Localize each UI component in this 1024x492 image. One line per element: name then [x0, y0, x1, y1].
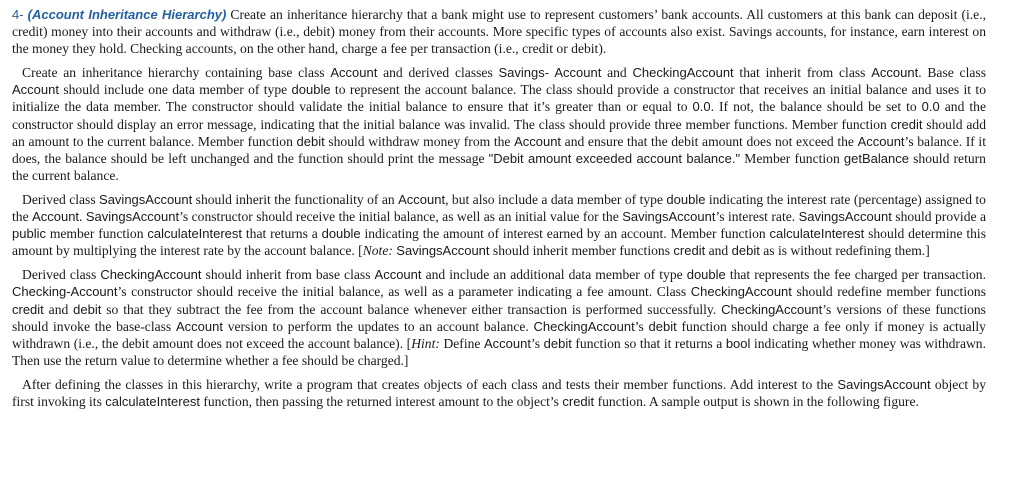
- problem-intro: Create an inheritance hierarchy that a bank might use to represent customers’ bank accounts. All customers at this bank can deposit (i.e., credit) money into their accounts and withdraw (i.e., debit) money from their accounts. More specific types of accounts also exist. Savings accounts, for instance, earn interest on the money they hold. Checking accounts, on the other hand, charge a fee per transaction (i.e., credit or debit).: [12, 7, 987, 57]
- note-label: Note:: [362, 243, 393, 259]
- paragraph-base-class: Create an inheritance hierarchy containing base class Account and derived classes Savings- Account and CheckingAccount that inherit from class Account. Base class Account should include one data member of type double to represent the account balance. The class should provide a constructor that receives an initial balance and uses it to initialize the data member. The constructor should validate the initial balance to ensure that it’s greater than or equal to 0.0. If not, the balance should be set to 0.0 and the constructor should display an error message, indicating that the initial balance was invalid. The class should provide three member functions. Member function credit should add an amount to the current balance. Member function debit should withdraw money from the Account and ensure that the debit amount does not exceed the Account’s balance. If it does, the balance should be left unchanged and the function should print the message "Debit amount exceeded account balance." Member function getBalance should return the current balance.: [12, 65, 986, 183]
- exercise-document: [12, 6, 986, 417]
- hint-label: Hint:: [411, 335, 440, 351]
- problem-number: 4-: [12, 7, 24, 22]
- problem-statement: [12, 6, 986, 57]
- paragraph-savings-account: Derived class SavingsAccount should inherit the functionality of an Account, but also include a data member of type double indicating the interest rate (percentage) assigned to the Account. SavingsAccount’s constructor should receive the initial balance, as well as an initial value for the SavingsAccount’s interest rate. SavingsAccount should provide a public member function calculateInterest that returns a double indicating the amount of interest earned by an account. Member function calculateInterest should determine this amount by multiplying the interest rate by the account balance. [Note: SavingsAccount should inherit member functions credit and debit as is without redefining them.]: [12, 191, 987, 259]
- paragraph-checking-account: Derived class CheckingAccount should inherit from base class Account and include an additional data member of type double that represents the fee charged per transaction. Checking-Account’s constructor should receive the initial balance, as well as a parameter indicating a fee amount. Class CheckingAccount should redefine member functions credit and debit so that they subtract the fee from the account balance whenever either transaction is performed successfully. CheckingAccount’s versions of these functions should invoke the base-class Account version to perform the updates to an account balance. CheckingAccount’s debit function should charge a fee only if money is actually withdrawn (i.e., the debit amount does not exceed the account balance). [Hint: Define Account’s debit function so that it returns a bool indicating whether money was withdrawn. Then use the return value to determine whether a fee should be charged.]: [12, 267, 987, 368]
- problem-title: (Account Inheritance Hierarchy): [27, 7, 227, 22]
- paragraph-test-program: After defining the classes in this hierarchy, write a program that creates objects of each class and tests their member functions. Add interest to the SavingsAccount object by first invoking its calculateInterest function, then passing the returned interest amount to the object’s credit function. A sample output is shown in the following figure.: [12, 376, 986, 409]
